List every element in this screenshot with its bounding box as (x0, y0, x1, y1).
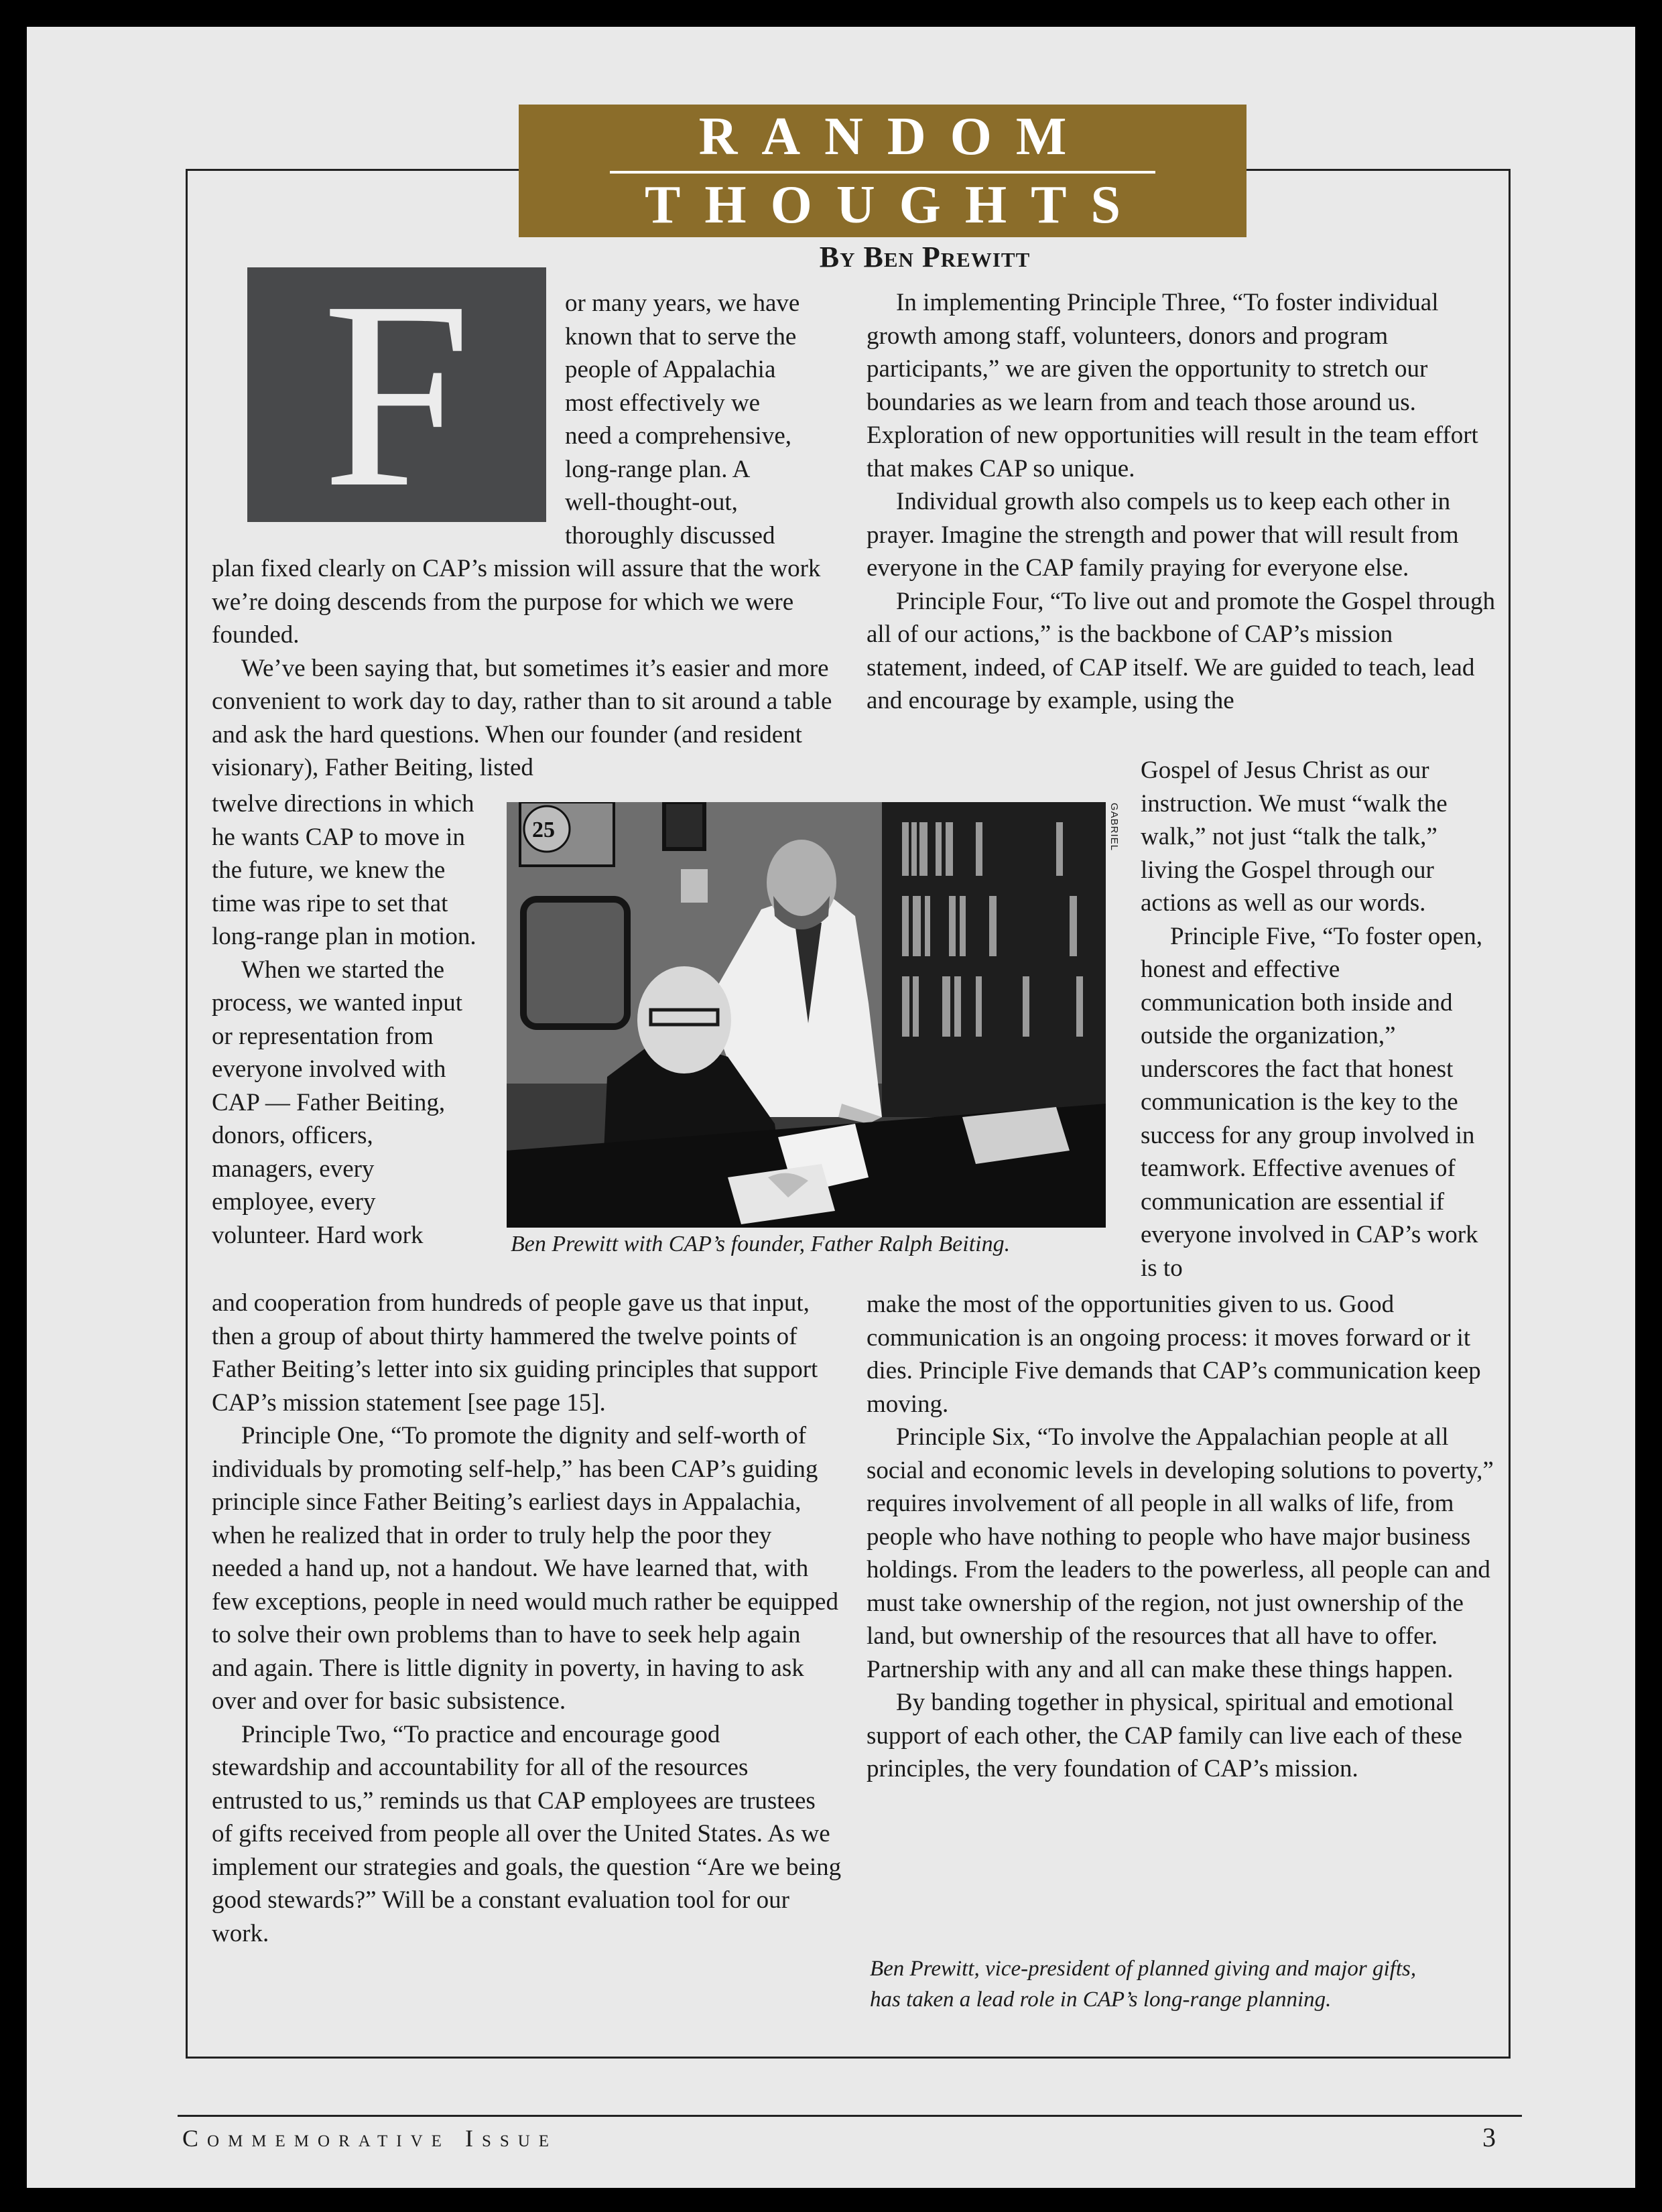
paragraph: Principle One, “To promote the dignity and self-worth of individuals by promoting self-help,” has been CAP’s guiding principle since Father Beiting’s earliest days in Appalachia, when he realized that in order to truly help the poor they needed a hand up, not a handout. We have learned that, with few exceptions, people in need would much rather be equipped to solve their own problems than to have to seek help again and again. There is little dignity in poverty, in having to ask over and over for basic subsistence. (212, 1422, 838, 1715)
footer-issue-label: Commemorative Issue (182, 2125, 558, 2152)
paragraph: Gospel of Jesus Christ as our instruction. We must “walk the walk,” not just “talk the talk,” living the Gospel through our actions as well as our words. (1141, 757, 1448, 917)
col1-block-a (212, 552, 842, 785)
paragraph: Individual growth also compels us to keep each other in prayer. Imagine the strength and power that will result from everyone in the CAP family praying for everyone else. (867, 488, 1459, 582)
title-banner (519, 105, 1246, 237)
text-line: thoroughly discussed (565, 521, 775, 549)
paragraph: make the most of the opportunities given to us. Good communication is an ongoing process: it moves forward or it dies. Principle Five demands that CAP’s communication keep moving. (867, 1291, 1481, 1418)
paragraph: and cooperation from hundreds of people gave us that input, then a group of about thirty hammered the twelve points of Father Beiting’s letter into six guiding principles that support CAP’s mission statement [see page 15]. (212, 1289, 818, 1417)
paragraph: twelve directions in which he wants CAP to move in the future, we knew the time was ripe to set that long-range plan in motion. (212, 790, 476, 950)
paragraph: Principle Four, “To live out and promote the Gospel through all of our actions,” is the backbone of CAP’s mission statement, indeed, of CAP itself. We are guided to teach, lead and encourage by example, using the (867, 587, 1496, 714)
text-line: most effectively we (565, 389, 761, 417)
paragraph: We’ve been saying that, but sometimes it’s easier and more convenient to work day to day, rather than to sit around a table and ask the hard questions. When our founder (and resident visionary), Father Beiting, listed (212, 654, 832, 781)
col2-block-a (867, 286, 1500, 718)
text-line: long-range plan. A (565, 455, 751, 483)
paragraph: Principle Six, “To involve the Appalachian people at all social and economic levels in developing solutions to poverty,” requires involvement of all people in all walks of life, from people who have nothing to people who have major business holdings. From the leaders to the powerless, all people can and must take ownership of the region, not just ownership of the land, but ownership of the resources that all have to offer. Partnership with any and all can make these things happen. (867, 1423, 1494, 1683)
bio-line: Ben Prewitt, vice-president of planned giving and major gifts, (870, 1957, 1417, 1981)
title-line-random: RANDOM (698, 107, 1091, 166)
col2-narrow (1141, 754, 1500, 1285)
paragraph: plan fixed clearly on CAP’s mission will assure that the work we’re doing descends from the purpose for which we were founded. (212, 555, 821, 649)
photo-credit: GABRIEL (1108, 803, 1120, 852)
col1-narrow (212, 787, 480, 1252)
footer-divider (178, 2115, 1522, 2117)
title-divider (610, 171, 1155, 174)
photo-caption: Ben Prewitt with CAP’s founder, Father Ralph Beiting. (511, 1232, 1011, 1256)
text-line: well-thought-out, (565, 489, 738, 516)
col1-block-b (212, 1287, 842, 1950)
paragraph: By banding together in physical, spiritual and emotional support of each other, the CAP family can live each of these principles, the very foundation of CAP’s mission. (867, 1689, 1462, 1782)
paragraph: When we started the process, we wanted input or representation from everyone involved with CAP — Father Beiting, donors, officers, managers, every employee, every volunteer. Hard work (212, 956, 463, 1249)
page-number: 3 (1482, 2122, 1496, 2152)
poster-number: 25 (532, 818, 555, 842)
paragraph: In implementing Principle Three, “To foster individual growth among staff, volunteers, donors and program participants,” we are given the opportunity to stretch our boundaries as we learn from and teach those around us. Exploration of new opportunities will result in the team effort that makes CAP so unique. (867, 289, 1478, 482)
text-line: or many years, we have (565, 289, 800, 317)
paragraph: Principle Five, “To foster open, honest and effective communication both inside and outside the organization,” underscores the fact that honest communication is the key to the success for any group involved in teamwork. Effective avenues of communication are essential if everyone involved in CAP’s work is to (1141, 922, 1482, 1282)
drop-cap: F (247, 267, 546, 522)
photo-ben-prewitt-and-father-beiting (507, 802, 1106, 1228)
text-line: need a comprehensive, (565, 422, 791, 450)
author-bio (870, 1953, 1486, 2015)
bio-line: has taken a lead role in CAP’s long-range planning. (870, 1988, 1332, 2012)
text-line: people of Appalachia (565, 356, 776, 383)
text-line: known that to serve the (565, 322, 797, 350)
title-line-thoughts: THOUGHTS (645, 176, 1145, 235)
paragraph: Principle Two, “To practice and encourage good stewardship and accountability for all of the resources entrusted to us,” reminds us that CAP employees are trustees of gifts received from people all over the United States. As we implement our strategies and goals, the question “Are we being good stewards?” Will be a constant evaluation tool for our work. (212, 1720, 842, 1947)
col1-top (565, 287, 846, 552)
byline: By Ben Prewitt (819, 241, 1031, 273)
col2-block-b (867, 1288, 1500, 1786)
